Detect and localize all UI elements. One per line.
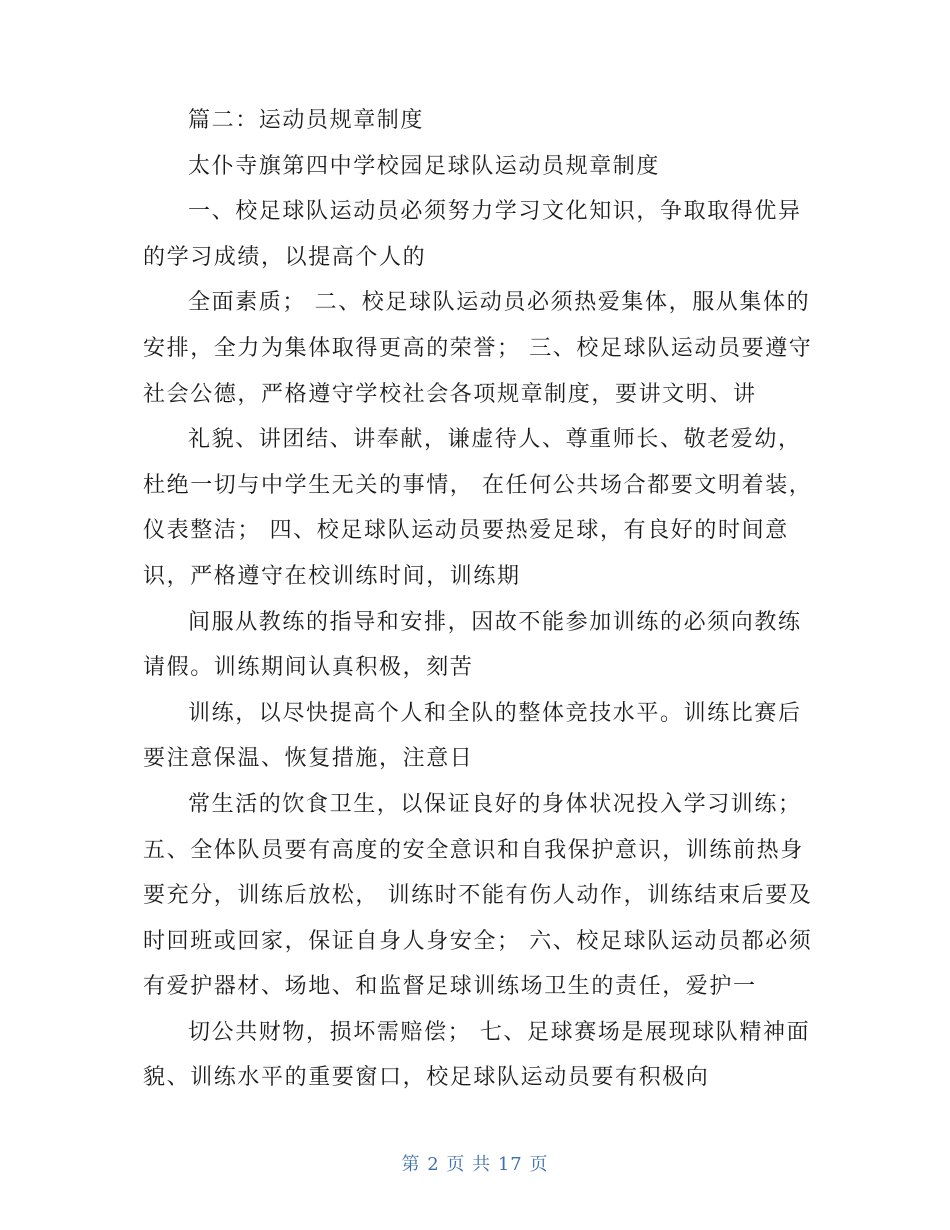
paragraph-line: 貌、训练水平的重要窗口，校足球队运动员要有积极向: [143, 1065, 710, 1091]
paragraph-line: 社会公德，严格遵守学校社会各项规章制度，要讲文明、讲: [143, 381, 757, 407]
paragraph-line: 识，严格遵守在校训练时间，训练期: [143, 563, 521, 589]
paragraph-line: 间服从教练的指导和安排，因故不能参加训练的必须向教练: [188, 609, 802, 635]
paragraph-line: 的学习成绩，以提高个人的: [143, 244, 427, 270]
paragraph-line: 杜绝一切与中学生无关的事情， 在任何公共场合都要文明着装，: [143, 472, 813, 498]
paragraph-line: 常生活的饮食卫生，以保证良好的身体状况投入学习训练；: [188, 791, 802, 817]
paragraph-line: 全面素质； 二、校足球队运动员必须热爱集体，服从集体的: [188, 290, 811, 316]
document-body: [0, 98, 950, 1101]
paragraph-line: 礼貌、讲团结、讲奉献，谦虚待人、尊重师长、敬老爱幼，: [188, 427, 802, 453]
paragraph-line: 切公共财物，损坏需赔偿； 七、足球赛场是展现球队精神面: [188, 1019, 811, 1045]
document-title: 太仆寺旗第四中学校园足球队运动员规章制度: [188, 153, 661, 179]
paragraph-line: 仪表整洁； 四、校足球队运动员要热爱足球，有良好的时间意: [143, 518, 789, 544]
paragraph-line: 要注意保温、恢复措施，注意日: [143, 746, 474, 772]
paragraph-line: 有爱护器材、场地、和监督足球训练场卫生的责任，爱护一: [143, 974, 757, 1000]
section-heading: 篇二：运动员规章制度: [188, 108, 425, 133]
paragraph-line: 训练，以尽快提高个人和全队的整体竞技水平。训练比赛后: [188, 700, 802, 726]
paragraph-line: 时回班或回家，保证自身人身安全； 六、校足球队运动员都必须: [143, 928, 813, 954]
page-number: 第 2 页 共 17 页: [401, 1154, 549, 1175]
page-footer: [0, 1150, 950, 1176]
paragraph-line: 一、校足球队运动员必须努力学习文化知识，争取取得优异: [188, 199, 802, 225]
paragraph-line: 请假。训练期间认真积极，刻苦: [143, 655, 474, 681]
paragraph-line: 安排，全力为集体取得更高的荣誉； 三、校足球队运动员要遵守: [143, 335, 813, 361]
paragraph-line: 五、全体队员要有高度的安全意识和自我保护意识，训练前热身: [143, 837, 804, 863]
paragraph-line: 要充分，训练后放松， 训练时不能有伤人动作，训练结束后要及: [143, 883, 813, 909]
